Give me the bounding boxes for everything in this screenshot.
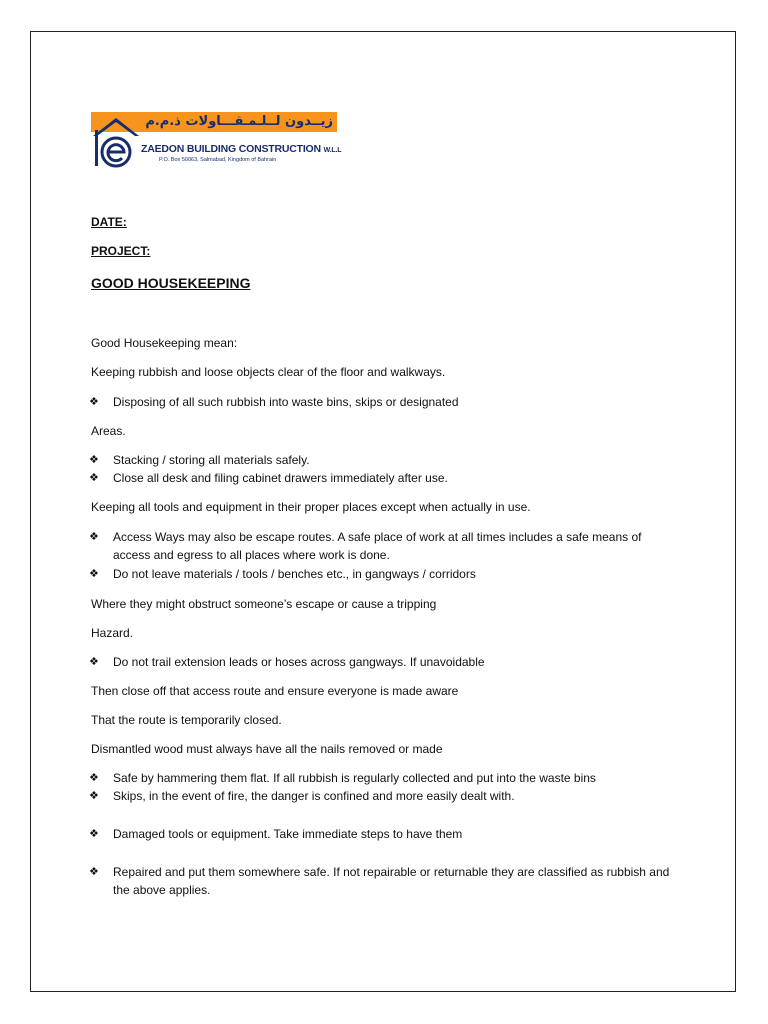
intro-text: Good Housekeeping mean: xyxy=(91,336,238,350)
list-item-text: Safe by hammering them flat. If all rubbish is regularly collected and put into the waste bins xyxy=(113,771,596,785)
logo-suffix: W.L.L xyxy=(323,147,342,154)
bullet-diamond-icon: ❖ xyxy=(89,828,99,840)
bullet-diamond-icon: ❖ xyxy=(89,656,99,668)
list-item-text: Repaired and put them somewhere safe. If not repairable or returnable they are classified as rubbish and the above applies. xyxy=(113,865,670,897)
bullet-diamond-icon: ❖ xyxy=(89,396,99,408)
bullet-diamond-icon: ❖ xyxy=(89,472,99,484)
project-label: PROJECT: xyxy=(91,244,151,258)
bullet-diamond-icon: ❖ xyxy=(89,531,99,543)
list-item-text: Do not trail extension leads or hoses across gangways. If unavoidable xyxy=(113,655,485,669)
bullet-diamond-icon: ❖ xyxy=(89,772,99,784)
list-item-text: Skips, in the event of fire, the danger is confined and more easily dealt with. xyxy=(113,789,515,803)
bullet-diamond-icon: ❖ xyxy=(89,568,99,580)
paragraph-line: Then close off that access route and ensure everyone is made aware xyxy=(91,684,459,698)
list-item-text: Damaged tools or equipment. Take immediate steps to have them xyxy=(113,827,463,841)
document-title: GOOD HOUSEKEEPING xyxy=(91,275,251,291)
logo-company-text: ZAEDON BUILDING CONSTRUCTION xyxy=(141,143,321,155)
house-logo-icon xyxy=(91,114,141,170)
bullet-diamond-icon: ❖ xyxy=(89,790,99,802)
list-item-text: Disposing of all such rubbish into waste bins, skips or designated xyxy=(113,395,459,409)
list-item-text: Close all desk and filing cabinet drawers immediately after use. xyxy=(113,471,448,485)
list-item-text: Access Ways may also be escape routes. A safe place of work at all times includes a safe means of access and egress to all places where work is done. xyxy=(113,530,642,562)
list-item-text: Stacking / storing all materials safely. xyxy=(113,453,310,467)
logo-arabic-name: زيــدون لــلـمـقـــاولات ذ.م.م xyxy=(145,114,333,129)
bullet-diamond-icon: ❖ xyxy=(89,866,99,878)
document-page xyxy=(30,31,736,992)
paragraph-line: Dismantled wood must always have all the nails removed or made xyxy=(91,742,443,756)
paragraph-line: Keeping all tools and equipment in their proper places except when actually in use. xyxy=(91,500,531,514)
logo-company-name xyxy=(141,143,341,155)
paragraph-line: Hazard. xyxy=(91,626,134,640)
date-label: DATE: xyxy=(91,215,127,229)
paragraph-line: Areas. xyxy=(91,424,126,438)
bullet-diamond-icon: ❖ xyxy=(89,454,99,466)
logo-address: P.O. Box 50063, Salmabad, Kingdom of Bahrain xyxy=(159,157,277,163)
list-item-text: Do not leave materials / tools / benches etc., in gangways / corridors xyxy=(113,567,476,581)
paragraph-line: Keeping rubbish and loose objects clear of the floor and walkways. xyxy=(91,365,446,379)
company-logo xyxy=(91,112,342,170)
paragraph-line: Where they might obstruct someone’s escape or cause a tripping xyxy=(91,597,437,611)
paragraph-line: That the route is temporarily closed. xyxy=(91,713,282,727)
